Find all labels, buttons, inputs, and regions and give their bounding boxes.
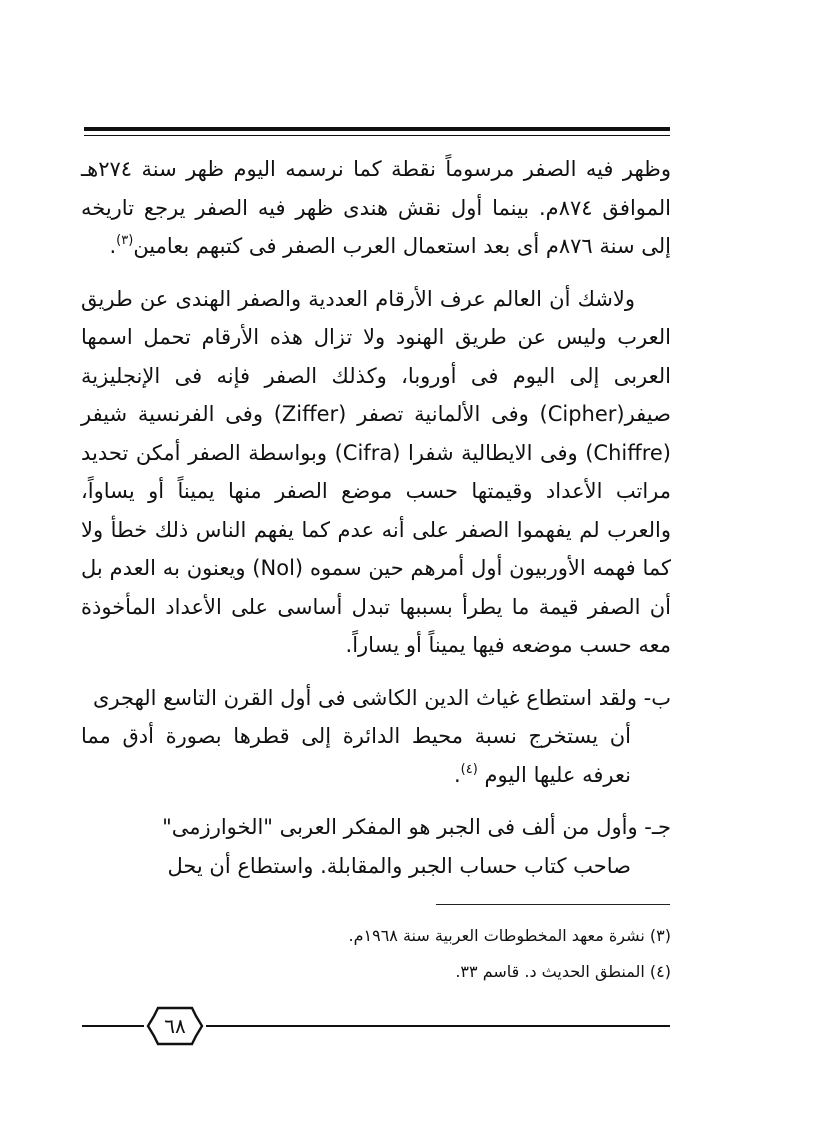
footnote-separator xyxy=(436,904,670,905)
paragraph-1 xyxy=(81,150,671,266)
item-j-lead: جـ- وأول من ألف فى الجبر هو المفكر العربى "الخوارزمى" xyxy=(162,815,671,839)
item-b-lead: ب- ولقد استطاع غياث الدين الكاشى فى أول القرن التاسع الهجرى xyxy=(93,685,671,710)
item-j xyxy=(81,808,671,885)
folio-rule-left xyxy=(82,1025,144,1027)
header-rule-thick xyxy=(84,127,670,131)
footnotes xyxy=(81,918,671,990)
page-number: ٦٨ xyxy=(164,1014,186,1038)
item-b-continuation xyxy=(81,717,671,794)
item-j-continuation: صاحب كتاب حساب الجبر والمقابلة. واستطاع أن يحل xyxy=(167,853,631,878)
paragraph-1-end: . xyxy=(109,234,117,258)
folio-rule-right xyxy=(206,1025,670,1027)
item-b xyxy=(81,679,671,795)
footnote-ref-3: (٣) xyxy=(116,233,134,248)
paragraph-2: ولاشك أن العالم عرف الأرقام العددية والصفر الهندى عن طريق العرب وليس عن طريق الهنود ولا تزال هذه الأرقام تحمل اسمها العربى إلى اليوم فى أوروبا، وكذلك الصفر فإنه فى الإنجليزية صيفر(Cipher) وفى الألمانية تصفر (Ziffer) وفى الفرنسية شيفر (Chiffre) وفى الايطالية شفرا (Cifra) وبواسطة الصفر أمكن تحديد مراتب الأعداد وقيمتها حسب موضع الصفر منها يميناً أو يساواً، والعرب لم يفهموا الصفر على أنه عدم كما يفهم الناس ذلك خطأ ولا كما فهمه الأوربيون أول أمرهم حين سموه (Nol) ويعنون به العدم بل أن الصفر قيمة ما يطرأ بسببها تبدل أساسى على الأعداد المأخوذة معه حسب موضعه فيها يميناً أو يساراً. xyxy=(81,286,672,657)
header-rule-thin xyxy=(84,135,670,136)
footnote-4: (٤) المنطق الحديث د. قاسم ٣٣. xyxy=(455,962,671,981)
footnote-3: (٣) نشرة معهد المخطوطات العربية سنة ١٩٦٨م. xyxy=(348,926,671,945)
item-b-end: . xyxy=(453,762,461,787)
page-body xyxy=(81,150,671,899)
paragraph-1-text: وظهر فيه الصفر مرسوماً نقطة كما نرسمه اليوم ظهر سنة ٢٧٤هـ الموافق ٨٧٤م. بينما أول نقش هندى ظهر فيه الصفر يرجع تاريخه إلى سنة ٨٧٦م أى بعد استعمال العرب الصفر فى كتبهم بعامين xyxy=(81,157,671,258)
footnote-ref-4: (٤) xyxy=(460,761,478,777)
item-b-text: أن يستخرج نسبة محيط الدائرة إلى قطرها بصورة أدق مما نعرفه عليها اليوم xyxy=(81,724,631,787)
page-number-ornament xyxy=(144,1004,206,1048)
